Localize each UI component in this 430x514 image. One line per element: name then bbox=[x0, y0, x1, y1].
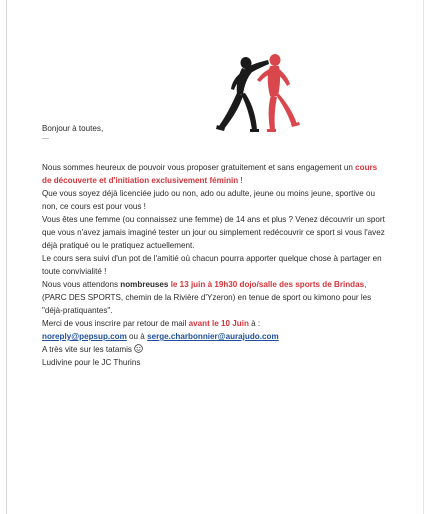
page-edge-right bbox=[423, 0, 424, 514]
separator-dash: — bbox=[42, 135, 49, 142]
greeting: Bonjour à toutes, bbox=[42, 124, 104, 133]
paragraph-registration bbox=[42, 317, 387, 330]
registration-end: à : bbox=[248, 319, 261, 328]
page-edge-left bbox=[6, 0, 7, 514]
paragraph-invitation: Vous êtes une femme (ou connaissez une femme) de 14 ans et plus ? Venez découvrir un sport que vous n'avez jamais imaginé tester un jour ou simplement redécouvrir ce sport si vous l'avez déjà pratiqué ou le pratiquez actuellement. bbox=[42, 215, 385, 250]
closing-text: A très vite sur les tatamis bbox=[42, 345, 132, 354]
event-bold: nombreuses bbox=[120, 280, 169, 289]
registration-deadline: avant le 10 Juin bbox=[188, 319, 249, 328]
event-date-location: le 13 juin à 19h30 dojo/salle des sports de Brindas bbox=[170, 280, 365, 289]
email-separator: ou à bbox=[126, 332, 148, 341]
paragraph-friendship: Le cours sera suivi d'un pot de l'amitié où chacun pourra apporter quelque chose à partager en toute convivialité ! bbox=[42, 254, 382, 276]
paragraph-closing bbox=[42, 343, 387, 356]
letter-body bbox=[42, 122, 387, 369]
email-link-pepsup[interactable]: noreply@pepsup.com bbox=[42, 332, 127, 341]
course-highlight: cours de découverte et d'initiation exclusivement féminin bbox=[42, 163, 378, 185]
paragraph-audience: Que vous soyez déjà licenciée judo ou non, ado ou adulte, jeune ou moins jeune, sportive ou non, ce cours est pour vous ! bbox=[42, 189, 375, 211]
intro-end: ! bbox=[238, 176, 243, 185]
event-text: Nous vous attendons bbox=[42, 280, 121, 289]
paragraph-intro bbox=[42, 161, 387, 187]
registration-text: Merci de vous inscrire par retour de mail bbox=[42, 319, 189, 328]
signature: Ludivine pour le JC Thurins bbox=[42, 358, 141, 367]
event-address: , (PARC DES SPORTS, chemin de la Rivière d'Yzeron) en tenue de sport ou kimono pour les "déjà-pratiquantes". bbox=[42, 280, 372, 315]
intro-text: Nous sommes heureux de pouvoir vous proposer gratuitement et sans engagement un bbox=[42, 163, 356, 172]
smiley-face-icon bbox=[134, 344, 143, 353]
paragraph-event-details bbox=[42, 278, 387, 317]
paragraph-emails bbox=[42, 330, 387, 343]
email-link-aurajudo[interactable]: serge.charbonnier@aurajudo.com bbox=[147, 332, 279, 341]
